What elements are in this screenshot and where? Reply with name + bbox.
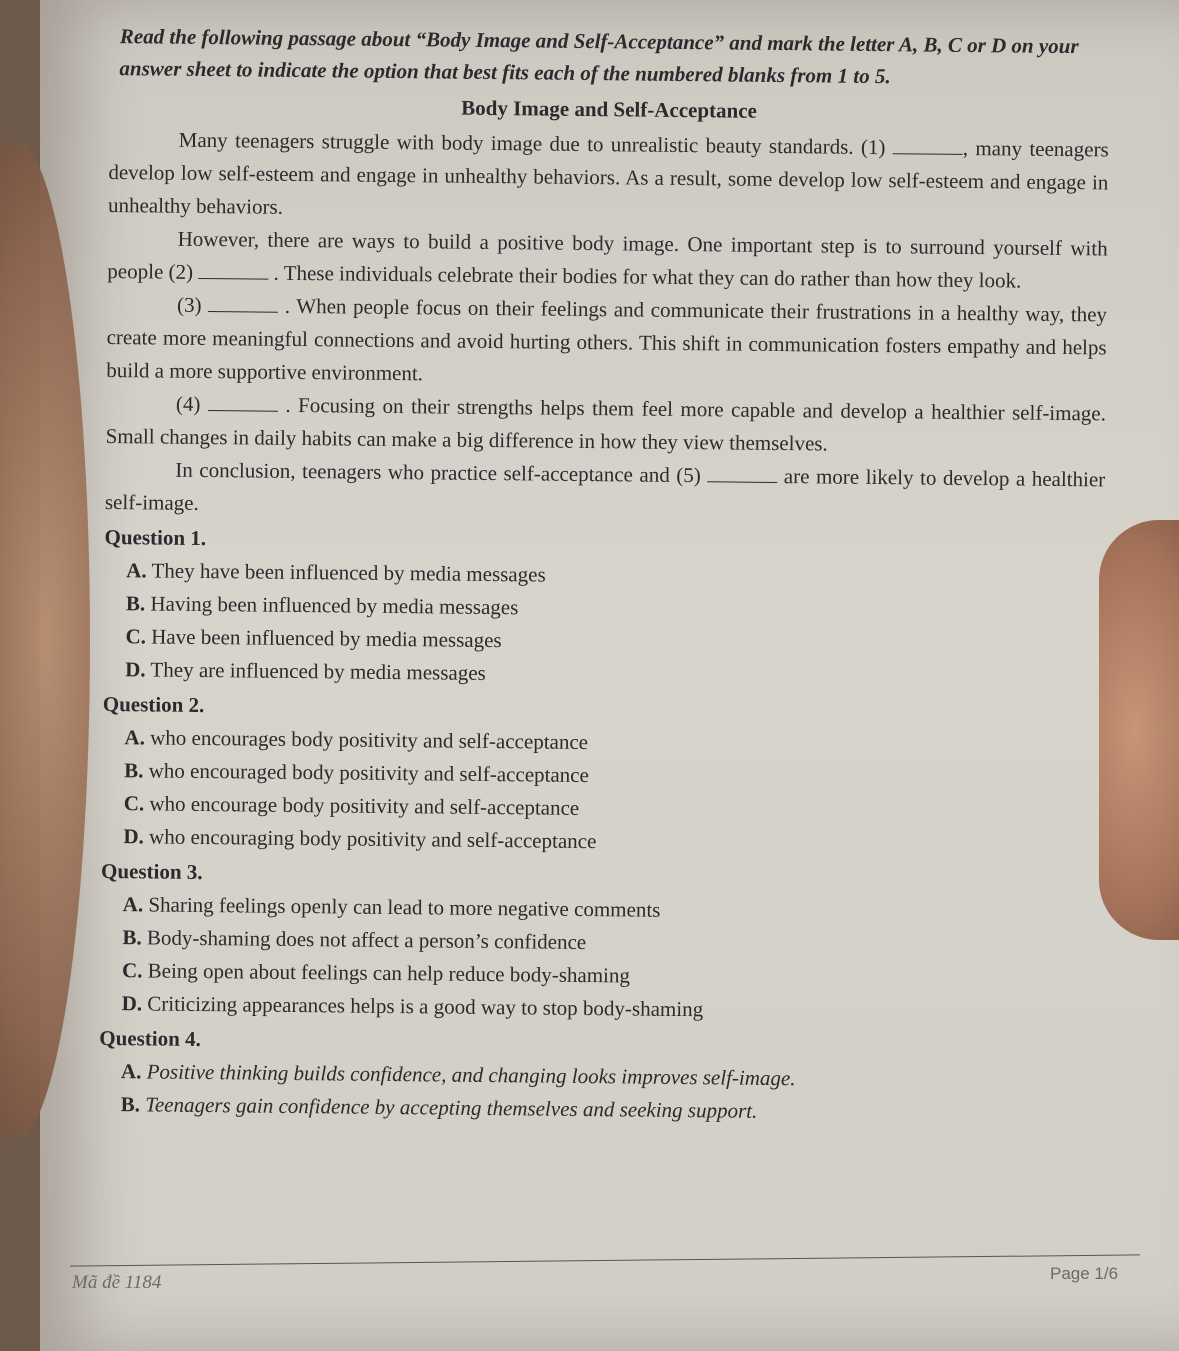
exam-code: Mã đề 1184 xyxy=(72,1272,162,1293)
blank-4 xyxy=(208,392,278,412)
question-4 xyxy=(98,1022,1099,1131)
option-2a[interactable]: A. who encourages body positivity and self-acceptance xyxy=(124,725,589,755)
blank-3 xyxy=(208,293,278,313)
option-4b[interactable]: B. Teenagers gain confidence by accepting themselves and seeking support. xyxy=(120,1092,758,1123)
question-3 xyxy=(100,855,1102,1030)
paragraph-4: (4) . Focusing on their strengths helps them feel more capable and develop a healthier self-image. Small changes in daily habits can make a big difference in how they view themselves. xyxy=(105,391,1107,456)
option-3c[interactable]: C. Being open about feelings can help reduce body-shaming xyxy=(121,958,631,988)
blank-5 xyxy=(707,463,777,483)
question-1 xyxy=(103,521,1105,696)
option-1b[interactable]: B. Having been influenced by media messages xyxy=(125,591,519,620)
option-2b[interactable]: B. who encouraged body positivity and self-acceptance xyxy=(124,758,590,788)
option-1a[interactable]: A. They have been influenced by media messages xyxy=(126,558,546,587)
question-2 xyxy=(101,688,1103,863)
blank-2 xyxy=(198,260,268,280)
paragraph-1: Many teenagers struggle with body image due to unrealistic beauty standards. (1) , many teenagers develop low self-esteem and engage in unhealthy behaviors. As a result, some develop low self-esteem and engage in unhealthy behaviors. xyxy=(107,127,1109,219)
option-2c[interactable]: C. who encourage body positivity and self-acceptance xyxy=(123,791,580,820)
option-1d[interactable]: D. They are influenced by media messages xyxy=(125,657,486,685)
option-3a[interactable]: A. Sharing feelings openly can lead to more negative comments xyxy=(122,892,661,922)
question-label: Question 4. xyxy=(99,1025,201,1052)
option-1c[interactable]: C. Have been influenced by media messages xyxy=(125,624,502,653)
option-2d[interactable]: D. who encouraging body positivity and self-acceptance xyxy=(123,824,597,854)
option-3d[interactable]: D. Criticizing appearances helps is a good way to stop body-shaming xyxy=(121,991,704,1022)
option-3b[interactable]: B. Body-shaming does not affect a person’s confidence xyxy=(122,925,587,955)
paragraph-3: (3) . When people focus on their feelings and communicate their frustrations in a healthy way, they create more meaningful connections and avoid hurting others. This shift in communication fosters empathy and helps build a more supportive environment. xyxy=(106,292,1108,386)
paragraph-5: In conclusion, teenagers who practice self-acceptance and (5) are more likely to develop a healthier self-image. xyxy=(104,457,1106,515)
question-label: Question 1. xyxy=(104,524,207,551)
option-4a[interactable]: A. Positive thinking builds confidence, and changing looks improves self-image. xyxy=(120,1059,796,1091)
exam-content xyxy=(98,20,1109,1131)
blank-1 xyxy=(893,135,963,155)
passage-title: Body Image and Self-Acceptance xyxy=(461,95,758,123)
page-number: Page 1/6 xyxy=(1050,1264,1119,1283)
question-label: Question 3. xyxy=(100,858,203,885)
right-hand-thumb xyxy=(1099,520,1179,940)
instructions: Read the following passage about “Body Image and Self-Acceptance” and mark the letter A, B, C or D on your answer sheet to indicate the option that best fits each of the numbered blanks from 1 to 5. xyxy=(119,24,1079,89)
paragraph-2: However, there are ways to build a positive body image. One important step is to surround yourself with people (2) . These individuals celebrate their bodies for what they can do rather than how they look. xyxy=(107,226,1108,293)
question-label: Question 2. xyxy=(102,691,205,718)
